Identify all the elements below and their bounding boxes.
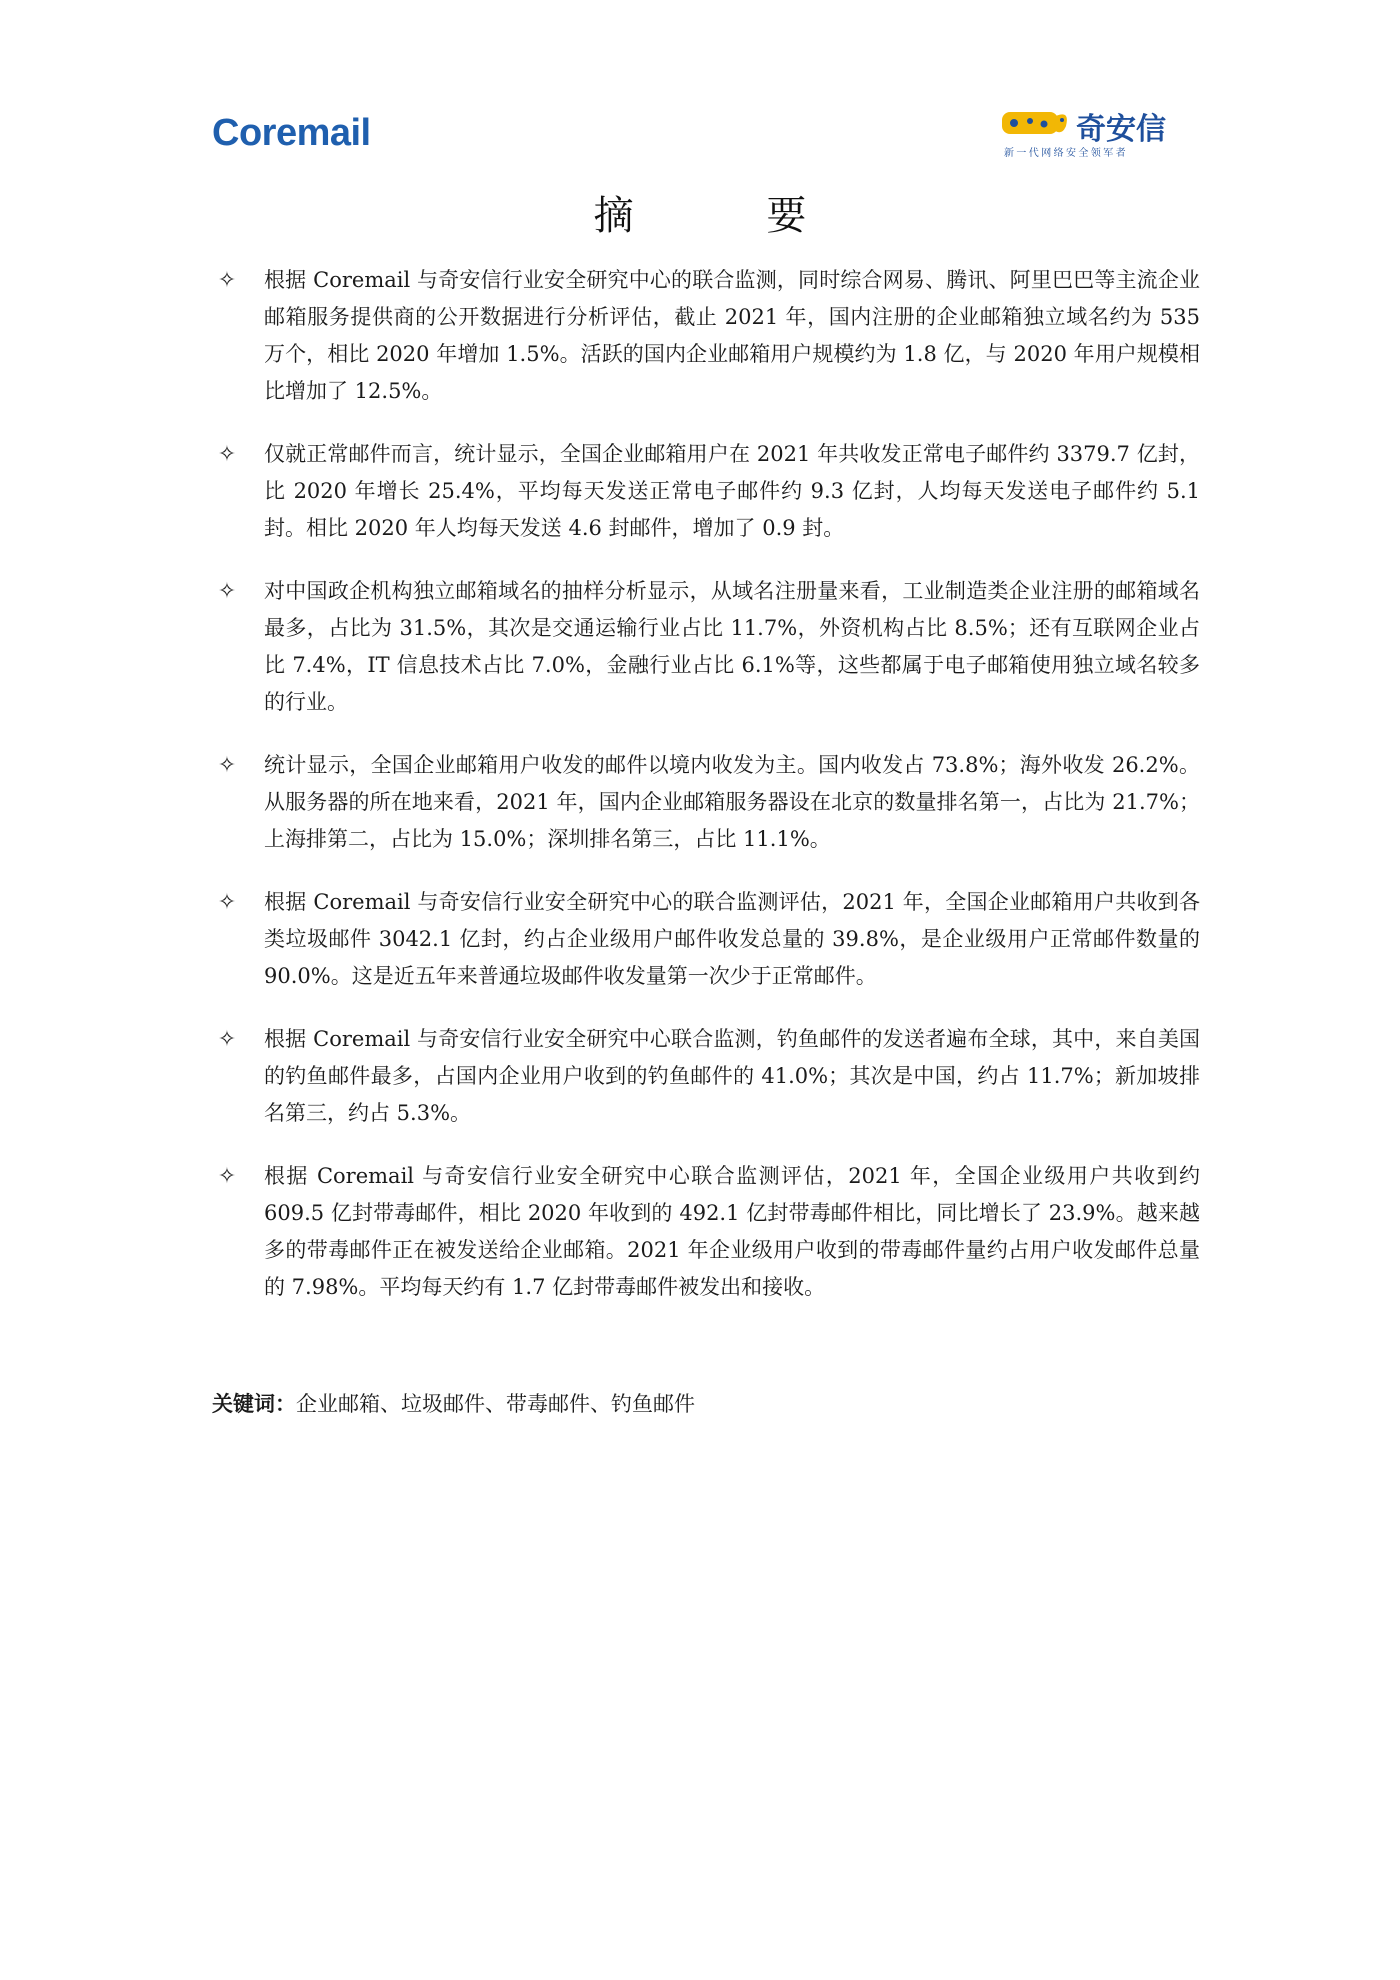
summary-item	[212, 884, 1200, 995]
diamond-star-icon: ✧	[217, 268, 237, 293]
diamond-star-icon: ✧	[217, 1027, 237, 1052]
summary-item-text: 根据 Coremail 与奇安信行业安全研究中心联合监测评估，2021 年，全国企业级用户共收到约 609.5 亿封带毒邮件，相比 2020 年收到的 492.1 亿封带毒邮件相比，同比增长了 23.9%。越来越多的带毒邮件正在被发送给企业邮箱。2021 年企业级用户收到的带毒邮件量约占用户收发邮件总量的 7.98%。平均每天约有 1.7 亿封带毒邮件被发出和接收。	[264, 1164, 1200, 1299]
page-title: 摘 要	[593, 193, 867, 239]
summary-item-text: 根据 Coremail 与奇安信行业安全研究中心联合监测，钓鱼邮件的发送者遍布全球，其中，来自美国的钓鱼邮件最多，占国内企业用户收到的钓鱼邮件的 41.0%；其次是中国，约占 11.7%；新加坡排名第三，约占 5.3%。	[264, 1027, 1200, 1125]
diamond-star-icon: ✧	[217, 890, 237, 915]
summary-item	[212, 1158, 1200, 1306]
diamond-star-icon: ✧	[217, 1164, 237, 1189]
diamond-star-icon: ✧	[217, 442, 237, 467]
summary-item-text: 统计显示，全国企业邮箱用户收发的邮件以境内收发为主。国内收发占 73.8%；海外收发 26.2%。从服务器的所在地来看，2021 年，国内企业邮箱服务器设在北京的数量排名第一，占比为 21.7%；上海排第二，占比为 15.0%；深圳排名第三，占比 11.1%。	[264, 753, 1200, 851]
qianxin-brand-text: 奇安信	[1076, 112, 1166, 147]
keywords-label: 关键词：	[212, 1392, 296, 1416]
summary-item-text: 根据 Coremail 与奇安信行业安全研究中心的联合监测，同时综合网易、腾讯、阿里巴巴等主流企业邮箱服务提供商的公开数据进行分析评估，截止 2021 年，国内注册的企业邮箱独立域名约为 535 万个，相比 2020 年增加 1.5%。活跃的国内企业邮箱用户规模约为 1.8 亿，与 2020 年用户规模相比增加了 12.5%。	[264, 268, 1200, 403]
summary-item	[212, 573, 1200, 721]
keywords-value: 企业邮箱、垃圾邮件、带毒邮件、钓鱼邮件	[296, 1392, 695, 1416]
mascot-icon	[1000, 106, 1072, 142]
summary-list	[212, 262, 1200, 1332]
summary-item	[212, 747, 1200, 858]
summary-item-text: 对中国政企机构独立邮箱域名的抽样分析显示，从域名注册量来看，工业制造类企业注册的邮箱域名最多，占比为 31.5%，其次是交通运输行业占比 11.7%，外资机构占比 8.5%；还有互联网企业占比 7.4%，IT 信息技术占比 7.0%，金融行业占比 6.1%等，这些都属于电子邮箱使用独立域名较多的行业。	[264, 579, 1200, 714]
keywords-line	[212, 1388, 695, 1418]
summary-item-text: 仅就正常邮件而言，统计显示，全国企业邮箱用户在 2021 年共收发正常电子邮件约 3379.7 亿封，比 2020 年增长 25.4%，平均每天发送正常电子邮件约 9.3 亿封，人均每天发送电子邮件约 5.1 封。相比 2020 年人均每天发送 4.6 封邮件，增加了 0.9 封。	[264, 442, 1200, 540]
summary-item	[212, 262, 1200, 410]
qianxin-logo	[1000, 104, 1200, 160]
diamond-star-icon: ✧	[217, 579, 237, 604]
qianxin-tagline: 新一代网络安全领军者	[1004, 148, 1128, 159]
summary-item	[212, 436, 1200, 547]
summary-item	[212, 1021, 1200, 1132]
diamond-star-icon: ✧	[217, 753, 237, 778]
coremail-logo: Coremail	[212, 112, 371, 154]
summary-item-text: 根据 Coremail 与奇安信行业安全研究中心的联合监测评估，2021 年，全国企业邮箱用户共收到各类垃圾邮件 3042.1 亿封，约占企业级用户邮件收发总量的 39.8%，是企业级用户正常邮件数量的 90.0%。这是近五年来普通垃圾邮件收发量第一次少于正常邮件。	[264, 890, 1200, 988]
